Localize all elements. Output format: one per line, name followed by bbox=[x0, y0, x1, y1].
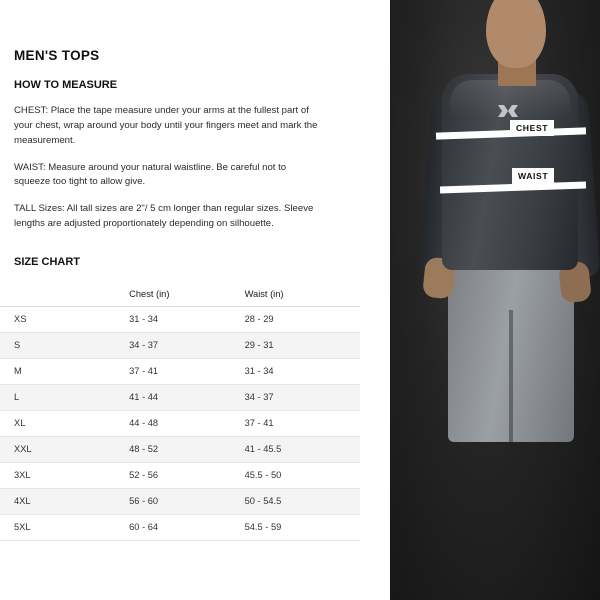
column-header-waist: Waist (in) bbox=[245, 283, 360, 307]
table-row bbox=[0, 411, 360, 437]
table-row bbox=[0, 359, 360, 385]
size-chart-table-wrap bbox=[0, 283, 360, 541]
table-row bbox=[0, 307, 360, 333]
waist-band-label: WAIST bbox=[512, 168, 554, 184]
cell-waist: 28 - 29 bbox=[245, 307, 360, 333]
cell-chest: 34 - 37 bbox=[129, 333, 244, 359]
cell-chest: 52 - 56 bbox=[129, 463, 244, 489]
column-header-chest: Chest (in) bbox=[129, 283, 244, 307]
brand-logo-icon bbox=[496, 104, 520, 118]
cell-chest: 37 - 41 bbox=[129, 359, 244, 385]
cell-waist: 37 - 41 bbox=[245, 411, 360, 437]
cell-chest: 31 - 34 bbox=[129, 307, 244, 333]
tall-sizes-instruction: TALL Sizes: All tall sizes are 2"/ 5 cm longer than regular sizes. Sleeve lengths are adjusted proportionately depending on silhouette. bbox=[14, 203, 314, 230]
cell-waist: 45.5 - 50 bbox=[245, 463, 360, 489]
cell-size: XS bbox=[0, 307, 129, 333]
chest-band-label: CHEST bbox=[510, 120, 554, 136]
table-body bbox=[0, 307, 360, 541]
table-header bbox=[0, 283, 360, 307]
cell-size: 4XL bbox=[0, 489, 129, 515]
cell-size: XL bbox=[0, 411, 129, 437]
table-row bbox=[0, 385, 360, 411]
table-row bbox=[0, 333, 360, 359]
cell-waist: 50 - 54.5 bbox=[245, 489, 360, 515]
cell-size: XXL bbox=[0, 437, 129, 463]
waist-instruction: WAIST: Measure around your natural waistline. Be careful not to squeeze too tight to allow give. bbox=[14, 161, 287, 188]
model-head bbox=[486, 0, 546, 68]
table-row bbox=[0, 489, 360, 515]
size-guide-content bbox=[0, 0, 380, 268]
column-header-size bbox=[0, 283, 129, 307]
cell-waist: 34 - 37 bbox=[245, 385, 360, 411]
cell-waist: 41 - 45.5 bbox=[245, 437, 360, 463]
cell-waist: 54.5 - 59 bbox=[245, 515, 360, 541]
cell-waist: 31 - 34 bbox=[245, 359, 360, 385]
cell-chest: 44 - 48 bbox=[129, 411, 244, 437]
table-header-row bbox=[0, 283, 360, 307]
cell-waist: 29 - 31 bbox=[245, 333, 360, 359]
cell-size: 5XL bbox=[0, 515, 129, 541]
model-illustration bbox=[390, 0, 600, 600]
model-photo bbox=[390, 0, 600, 600]
size-chart-heading: SIZE CHART bbox=[14, 256, 80, 269]
table-row bbox=[0, 515, 360, 541]
size-chart-table bbox=[0, 283, 360, 541]
cell-size: S bbox=[0, 333, 129, 359]
model-pants-seam bbox=[509, 310, 513, 442]
table-row bbox=[0, 437, 360, 463]
table-row bbox=[0, 463, 360, 489]
cell-chest: 41 - 44 bbox=[129, 385, 244, 411]
cell-size: L bbox=[0, 385, 129, 411]
cell-chest: 60 - 64 bbox=[129, 515, 244, 541]
cell-chest: 48 - 52 bbox=[129, 437, 244, 463]
cell-size: 3XL bbox=[0, 463, 129, 489]
how-to-measure-heading: HOW TO MEASURE bbox=[14, 79, 118, 91]
chest-instruction: CHEST: Place the tape measure under your arms at the fullest part of your chest, wrap around your body until your fingers meet and mark the measurement. bbox=[14, 105, 318, 146]
cell-size: M bbox=[0, 359, 129, 385]
cell-chest: 56 - 60 bbox=[129, 489, 244, 515]
page-title: MEN'S TOPS bbox=[14, 48, 100, 63]
